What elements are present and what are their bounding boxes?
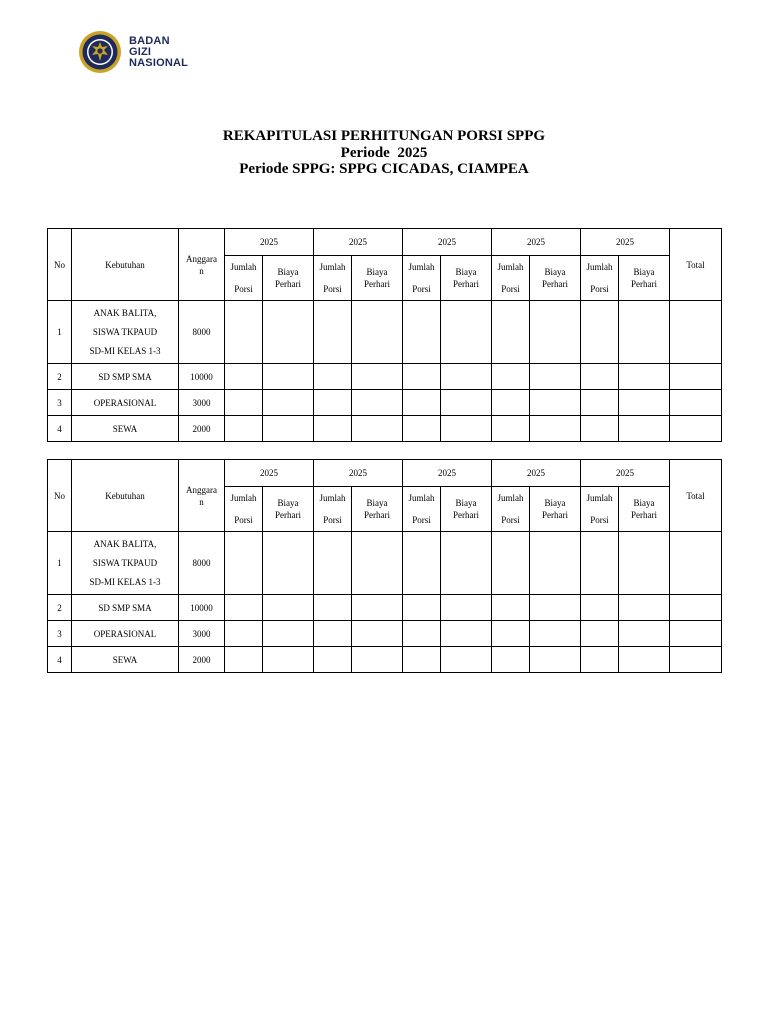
header-jumlah-porsi: [403, 487, 441, 532]
cell-jumlah-porsi[interactable]: [314, 301, 352, 364]
header-anggaran-line-1: Anggara: [186, 484, 217, 495]
table-row: [48, 595, 722, 621]
cell-biaya-perhari[interactable]: [263, 647, 314, 673]
cell-biaya-perhari[interactable]: [441, 390, 492, 416]
table-row: [48, 532, 722, 595]
cell-jumlah-porsi[interactable]: [225, 416, 263, 442]
cell-biaya-perhari[interactable]: [441, 301, 492, 364]
cell-biaya-perhari[interactable]: [263, 621, 314, 647]
header-jumlah: Jumlah: [319, 493, 346, 503]
header-porsi: Porsi: [501, 284, 520, 294]
title-line-2: Periode 2025: [340, 144, 428, 161]
cell-biaya-perhari[interactable]: [263, 390, 314, 416]
cell-total[interactable]: [670, 301, 722, 364]
header-no: No: [48, 229, 72, 301]
cell-biaya-perhari[interactable]: [352, 532, 403, 595]
cell-kebutuhan: [72, 595, 179, 621]
header-anggaran: [179, 229, 225, 301]
title-line-1: REKAPITULASI PERHITUNGAN PORSI SPPG: [222, 128, 546, 144]
header-biaya: Biaya: [455, 267, 477, 277]
header-biaya: Biaya: [544, 498, 566, 508]
cell-jumlah-porsi[interactable]: [581, 532, 619, 595]
header-biaya-perhari: [263, 487, 314, 532]
header-jumlah-porsi: [581, 487, 619, 532]
header-year: 2025: [314, 460, 403, 487]
header-porsi: Porsi: [590, 515, 609, 525]
header-porsi: Porsi: [323, 515, 342, 525]
cell-jumlah-porsi[interactable]: [492, 647, 530, 673]
cell-kebutuhan: [72, 364, 179, 390]
document-title: [0, 128, 768, 178]
cell-biaya-perhari[interactable]: [619, 532, 670, 595]
header-biaya: Biaya: [633, 267, 655, 277]
cell-biaya-perhari[interactable]: [530, 532, 581, 595]
header-biaya-perhari: [530, 487, 581, 532]
cell-kebutuhan: [72, 416, 179, 442]
cell-biaya-perhari[interactable]: [619, 621, 670, 647]
header-perhari: Perhari: [631, 510, 657, 520]
cell-biaya-perhari[interactable]: [352, 364, 403, 390]
cell-biaya-perhari[interactable]: [530, 390, 581, 416]
cell-no: 2: [48, 595, 72, 621]
cell-biaya-perhari[interactable]: [619, 647, 670, 673]
header-porsi: Porsi: [234, 284, 253, 294]
kebutuhan-line: SD-MI KELAS 1-3: [89, 345, 161, 356]
cell-biaya-perhari[interactable]: [619, 301, 670, 364]
cell-no: 4: [48, 647, 72, 673]
header-perhari: Perhari: [453, 279, 479, 289]
header-biaya: Biaya: [633, 498, 655, 508]
cell-jumlah-porsi[interactable]: [581, 621, 619, 647]
kebutuhan-line: SEWA: [112, 423, 138, 434]
cell-jumlah-porsi[interactable]: [403, 390, 441, 416]
cell-jumlah-porsi[interactable]: [314, 595, 352, 621]
cell-jumlah-porsi[interactable]: [225, 301, 263, 364]
header-perhari: Perhari: [275, 279, 301, 289]
header-no: No: [48, 460, 72, 532]
cell-no: 2: [48, 364, 72, 390]
header-biaya-perhari: [619, 487, 670, 532]
cell-jumlah-porsi[interactable]: [492, 416, 530, 442]
header-jumlah-porsi: [314, 487, 352, 532]
logo-line-3: NASIONAL: [129, 56, 189, 69]
header-perhari: Perhari: [364, 510, 390, 520]
header-porsi: Porsi: [234, 515, 253, 525]
header-kebutuhan: Kebutuhan: [72, 229, 179, 301]
header-jumlah: Jumlah: [408, 493, 435, 503]
header-biaya: Biaya: [544, 267, 566, 277]
table-row: [48, 301, 722, 364]
cell-total[interactable]: [670, 647, 722, 673]
table-row: [48, 390, 722, 416]
cell-biaya-perhari[interactable]: [263, 595, 314, 621]
kebutuhan-line: SISWA TKPAUD: [92, 557, 158, 568]
header-anggaran-line-2: n: [199, 496, 204, 507]
kebutuhan-line: SD SMP SMA: [98, 602, 152, 613]
header-anggaran-line-1: Anggara: [186, 253, 217, 264]
header-kebutuhan: Kebutuhan: [72, 460, 179, 532]
cell-anggaran: 10000: [179, 364, 225, 390]
cell-kebutuhan: [72, 647, 179, 673]
cell-total[interactable]: [670, 364, 722, 390]
header-biaya: Biaya: [366, 267, 388, 277]
cell-jumlah-porsi[interactable]: [492, 532, 530, 595]
header-jumlah-porsi: [581, 256, 619, 301]
cell-jumlah-porsi[interactable]: [581, 595, 619, 621]
cell-kebutuhan: [72, 301, 179, 364]
cell-biaya-perhari[interactable]: [263, 532, 314, 595]
header-year: 2025: [492, 229, 581, 256]
header-porsi: Porsi: [412, 515, 431, 525]
header-total: Total: [670, 229, 722, 301]
cell-anggaran: 2000: [179, 647, 225, 673]
cell-jumlah-porsi[interactable]: [403, 647, 441, 673]
cell-jumlah-porsi[interactable]: [581, 416, 619, 442]
header-biaya-perhari: [263, 256, 314, 301]
cell-anggaran: 3000: [179, 621, 225, 647]
cell-jumlah-porsi[interactable]: [403, 532, 441, 595]
header-year: 2025: [403, 460, 492, 487]
header-biaya: Biaya: [277, 267, 299, 277]
cell-jumlah-porsi[interactable]: [314, 416, 352, 442]
cell-biaya-perhari[interactable]: [352, 621, 403, 647]
header-year: 2025: [314, 229, 403, 256]
cell-jumlah-porsi[interactable]: [403, 364, 441, 390]
kebutuhan-line: ANAK BALITA,: [93, 307, 157, 318]
cell-jumlah-porsi[interactable]: [403, 416, 441, 442]
cell-biaya-perhari[interactable]: [352, 595, 403, 621]
cell-biaya-perhari[interactable]: [441, 647, 492, 673]
header-year: 2025: [403, 229, 492, 256]
cell-jumlah-porsi[interactable]: [492, 364, 530, 390]
header-perhari: Perhari: [275, 510, 301, 520]
cell-jumlah-porsi[interactable]: [492, 390, 530, 416]
badan-gizi-nasional-logo: [78, 29, 188, 75]
title-line-3: Periode SPPG: SPPG CICADAS, CIAMPEA: [239, 161, 529, 177]
header-biaya-perhari: [352, 256, 403, 301]
cell-biaya-perhari[interactable]: [263, 416, 314, 442]
cell-anggaran: 10000: [179, 595, 225, 621]
cell-jumlah-porsi[interactable]: [492, 595, 530, 621]
kebutuhan-line: OPERASIONAL: [93, 397, 157, 408]
cell-total[interactable]: [670, 390, 722, 416]
cell-jumlah-porsi[interactable]: [225, 364, 263, 390]
header-year: 2025: [225, 460, 314, 487]
header-year: 2025: [492, 460, 581, 487]
cell-jumlah-porsi[interactable]: [314, 621, 352, 647]
cell-jumlah-porsi[interactable]: [225, 595, 263, 621]
cell-no: 4: [48, 416, 72, 442]
cell-biaya-perhari[interactable]: [352, 390, 403, 416]
cell-anggaran: 8000: [179, 301, 225, 364]
cell-kebutuhan: [72, 390, 179, 416]
header-perhari: Perhari: [631, 279, 657, 289]
cell-total[interactable]: [670, 621, 722, 647]
cell-jumlah-porsi[interactable]: [403, 595, 441, 621]
cell-biaya-perhari[interactable]: [352, 647, 403, 673]
cell-jumlah-porsi[interactable]: [492, 621, 530, 647]
cell-no: 1: [48, 301, 72, 364]
cell-jumlah-porsi[interactable]: [225, 532, 263, 595]
header-anggaran-line-2: n: [199, 265, 204, 276]
kebutuhan-line: SEWA: [112, 654, 138, 665]
cell-biaya-perhari[interactable]: [619, 390, 670, 416]
cell-jumlah-porsi[interactable]: [492, 301, 530, 364]
cell-biaya-perhari[interactable]: [441, 595, 492, 621]
header-jumlah: Jumlah: [497, 493, 524, 503]
table-row: [48, 416, 722, 442]
cell-jumlah-porsi[interactable]: [403, 621, 441, 647]
cell-biaya-perhari[interactable]: [441, 532, 492, 595]
cell-biaya-perhari[interactable]: [441, 364, 492, 390]
header-jumlah: Jumlah: [319, 262, 346, 272]
cell-jumlah-porsi[interactable]: [314, 390, 352, 416]
header-jumlah: Jumlah: [408, 262, 435, 272]
cell-no: 3: [48, 390, 72, 416]
header-porsi: Porsi: [590, 284, 609, 294]
cell-biaya-perhari[interactable]: [530, 364, 581, 390]
cell-biaya-perhari[interactable]: [619, 595, 670, 621]
cell-biaya-perhari[interactable]: [619, 416, 670, 442]
cell-jumlah-porsi[interactable]: [225, 647, 263, 673]
cell-biaya-perhari[interactable]: [530, 621, 581, 647]
cell-biaya-perhari[interactable]: [352, 301, 403, 364]
header-perhari: Perhari: [364, 279, 390, 289]
header-year: 2025: [581, 460, 670, 487]
cell-biaya-perhari[interactable]: [530, 416, 581, 442]
cell-jumlah-porsi[interactable]: [581, 301, 619, 364]
cell-biaya-perhari[interactable]: [619, 364, 670, 390]
header-biaya-perhari: [619, 256, 670, 301]
kebutuhan-line: SISWA TKPAUD: [92, 326, 158, 337]
kebutuhan-line: SD SMP SMA: [98, 371, 152, 382]
header-perhari: Perhari: [453, 510, 479, 520]
header-jumlah-porsi: [314, 256, 352, 301]
header-porsi: Porsi: [412, 284, 431, 294]
header-year: 2025: [225, 229, 314, 256]
header-biaya: Biaya: [366, 498, 388, 508]
cell-biaya-perhari[interactable]: [263, 364, 314, 390]
header-biaya: Biaya: [277, 498, 299, 508]
header-jumlah-porsi: [225, 487, 263, 532]
header-jumlah: Jumlah: [586, 262, 613, 272]
cell-no: 3: [48, 621, 72, 647]
header-biaya-perhari: [441, 256, 492, 301]
header-total: Total: [670, 460, 722, 532]
header-biaya-perhari: [441, 487, 492, 532]
header-jumlah-porsi: [225, 256, 263, 301]
header-biaya: Biaya: [455, 498, 477, 508]
cell-jumlah-porsi[interactable]: [403, 301, 441, 364]
cell-jumlah-porsi[interactable]: [225, 390, 263, 416]
logo-line-1: BADAN: [129, 34, 170, 47]
header-jumlah: Jumlah: [230, 262, 257, 272]
cell-biaya-perhari[interactable]: [352, 416, 403, 442]
table-row: [48, 364, 722, 390]
cell-no: 1: [48, 532, 72, 595]
kebutuhan-line: OPERASIONAL: [93, 628, 157, 639]
cell-jumlah-porsi[interactable]: [314, 532, 352, 595]
cell-total[interactable]: [670, 532, 722, 595]
cell-kebutuhan: [72, 621, 179, 647]
cell-biaya-perhari[interactable]: [441, 621, 492, 647]
header-jumlah-porsi: [492, 256, 530, 301]
cell-jumlah-porsi[interactable]: [581, 390, 619, 416]
garuda-seal-icon: [78, 30, 122, 74]
kebutuhan-line: SD-MI KELAS 1-3: [89, 576, 161, 587]
header-jumlah-porsi: [403, 256, 441, 301]
header-perhari: Perhari: [542, 510, 568, 520]
rekap-table-2: [47, 459, 722, 673]
header-porsi: Porsi: [323, 284, 342, 294]
header-porsi: Porsi: [501, 515, 520, 525]
cell-biaya-perhari[interactable]: [530, 301, 581, 364]
cell-total[interactable]: [670, 595, 722, 621]
cell-jumlah-porsi[interactable]: [581, 364, 619, 390]
header-biaya-perhari: [352, 487, 403, 532]
cell-biaya-perhari[interactable]: [530, 647, 581, 673]
cell-biaya-perhari[interactable]: [441, 416, 492, 442]
cell-jumlah-porsi[interactable]: [314, 647, 352, 673]
cell-kebutuhan: [72, 532, 179, 595]
cell-jumlah-porsi[interactable]: [581, 647, 619, 673]
cell-anggaran: 8000: [179, 532, 225, 595]
header-jumlah: Jumlah: [230, 493, 257, 503]
logo-wordmark: [129, 36, 188, 69]
header-jumlah: Jumlah: [586, 493, 613, 503]
cell-biaya-perhari[interactable]: [530, 595, 581, 621]
table-row: [48, 647, 722, 673]
cell-anggaran: 3000: [179, 390, 225, 416]
cell-jumlah-porsi[interactable]: [314, 364, 352, 390]
rekap-table-1: [47, 228, 722, 442]
header-jumlah-porsi: [492, 487, 530, 532]
kebutuhan-line: ANAK BALITA,: [93, 538, 157, 549]
header-biaya-perhari: [530, 256, 581, 301]
header-jumlah: Jumlah: [497, 262, 524, 272]
cell-jumlah-porsi[interactable]: [225, 621, 263, 647]
cell-total[interactable]: [670, 416, 722, 442]
logo-line-2: GIZI: [129, 45, 152, 58]
table-row: [48, 621, 722, 647]
cell-biaya-perhari[interactable]: [263, 301, 314, 364]
cell-anggaran: 2000: [179, 416, 225, 442]
header-perhari: Perhari: [542, 279, 568, 289]
header-year: 2025: [581, 229, 670, 256]
header-anggaran: [179, 460, 225, 532]
